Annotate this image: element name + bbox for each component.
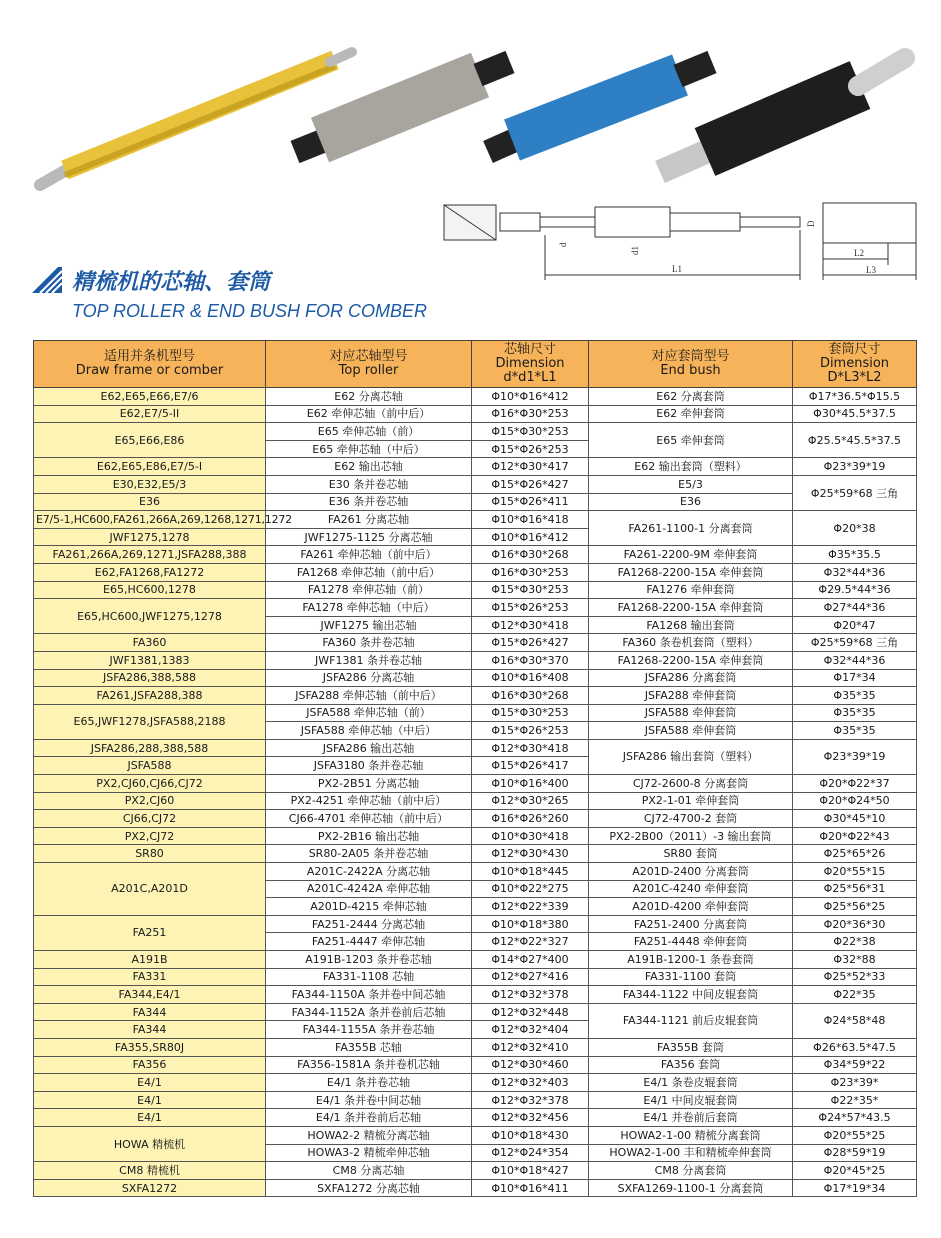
roller-dim-cell: Φ10*Φ16*411 <box>472 1179 589 1197</box>
top-roller-cell: JSFA3180 条并卷芯轴 <box>266 757 472 775</box>
bush-dim-cell: Φ35*35 <box>793 704 917 722</box>
end-bush-cell: FA331-1100 套筒 <box>589 968 793 986</box>
draw-frame-cell: E65,JWF1278,JSFA588,2188 <box>34 704 266 739</box>
roller-dim-cell: Φ12*Φ22*339 <box>472 898 589 916</box>
top-roller-cell: A201C-4242A 牵伸芯轴 <box>266 880 472 898</box>
roller-dim-cell: Φ12*Φ24*354 <box>472 1144 589 1162</box>
roller-dim-cell: Φ16*Φ30*268 <box>472 687 589 705</box>
table-row <box>34 863 917 881</box>
end-bush-cell: JSFA286 分离套筒 <box>589 669 793 687</box>
draw-frame-cell: PX2,CJ72 <box>34 827 266 845</box>
end-bush-cell: PX2-1-01 牵伸套筒 <box>589 792 793 810</box>
top-roller-cell: FA355B 芯轴 <box>266 1038 472 1056</box>
end-bush-cell: E5/3 <box>589 475 793 493</box>
draw-frame-cell: FA251 <box>34 915 266 950</box>
end-bush-cell: E4/1 中间皮辊套筒 <box>589 1091 793 1109</box>
roller-dim-cell: Φ10*Φ16*408 <box>472 669 589 687</box>
table-row <box>34 1074 917 1092</box>
draw-frame-cell: JSFA286,388,588 <box>34 669 266 687</box>
top-roller-cell: PX2-2B51 分离芯轴 <box>266 775 472 793</box>
roller-dim-cell: Φ16*Φ30*253 <box>472 563 589 581</box>
roller-dim-cell: Φ15*Φ26*253 <box>472 722 589 740</box>
end-bush-cell: A201D-4200 牵伸套筒 <box>589 898 793 916</box>
roller-dim-cell: Φ10*Φ18*445 <box>472 863 589 881</box>
draw-frame-cell: FA261,266A,269,1271,JSFA288,388 <box>34 546 266 564</box>
bush-dim-cell: Φ34*59*22 <box>793 1056 917 1074</box>
table-row <box>34 827 917 845</box>
table-row <box>34 634 917 652</box>
end-bush-cell: FA355B 套筒 <box>589 1038 793 1056</box>
top-roller-cell: FA261 分离芯轴 <box>266 511 472 529</box>
roller-dim-cell: Φ16*Φ26*260 <box>472 810 589 828</box>
top-roller-cell: E65 牵伸芯轴（中后） <box>266 440 472 458</box>
title-cn: 精梳机的芯轴、套筒 <box>72 270 271 295</box>
end-bush-cell: FA356 套筒 <box>589 1056 793 1074</box>
table-row <box>34 968 917 986</box>
top-roller-cell: FA251-4447 牵伸芯轴 <box>266 933 472 951</box>
roller-dim-cell: Φ10*Φ16*400 <box>472 775 589 793</box>
label-d1: d1 <box>630 246 640 255</box>
end-bush-cell: FA1268-2200-15A 牵伸套筒 <box>589 563 793 581</box>
table-row <box>34 458 917 476</box>
roller-dim-cell: Φ16*Φ30*268 <box>472 546 589 564</box>
top-roller-cell: JWF1275 输出芯轴 <box>266 616 472 634</box>
end-bush-cell: FA251-2400 分离套筒 <box>589 915 793 933</box>
roller-dim-cell: Φ12*Φ30*417 <box>472 458 589 476</box>
draw-frame-cell: SR80 <box>34 845 266 863</box>
draw-frame-cell: E62,E65,E86,E7/5-I <box>34 458 266 476</box>
end-bush-cell: E62 分离套筒 <box>589 388 793 406</box>
top-roller-cell: FA1278 牵伸芯轴（前） <box>266 581 472 599</box>
roller-dim-cell: Φ12*Φ32*456 <box>472 1109 589 1127</box>
top-roller-cell: FA261 牵伸芯轴（前中后） <box>266 546 472 564</box>
table-row <box>34 475 917 493</box>
top-roller-cell: E4/1 条并卷前后芯轴 <box>266 1109 472 1127</box>
end-bush-cell: FA344-1122 中间皮辊套筒 <box>589 986 793 1004</box>
roller-dim-cell: Φ12*Φ32*404 <box>472 1021 589 1039</box>
top-roller-cell: A201C-2422A 分离芯轴 <box>266 863 472 881</box>
top-roller-cell: CM8 分离芯轴 <box>266 1162 472 1180</box>
bush-dim-cell: Φ24*58*48 <box>793 1003 917 1038</box>
bush-dim-cell: Φ25*65*26 <box>793 845 917 863</box>
bush-dim-cell: Φ32*88 <box>793 951 917 969</box>
draw-frame-cell: JSFA588 <box>34 757 266 775</box>
top-roller-cell: E30 条并卷芯轴 <box>266 475 472 493</box>
top-roller-cell: FA331-1108 芯轴 <box>266 968 472 986</box>
header-roller-dimension: 芯轴尺寸 Dimension d*d1*L1 <box>472 341 589 388</box>
table-row <box>34 1109 917 1127</box>
bush-dim-cell: Φ22*38 <box>793 933 917 951</box>
label-L2: L2 <box>854 248 864 258</box>
bush-dim-cell: Φ25*56*31 <box>793 880 917 898</box>
bush-dim-cell: Φ20*47 <box>793 616 917 634</box>
draw-frame-cell: CJ66,CJ72 <box>34 810 266 828</box>
draw-frame-cell: E65,HC600,1278 <box>34 581 266 599</box>
table-row <box>34 581 917 599</box>
end-bush-cell: JSFA588 牵伸套筒 <box>589 722 793 740</box>
draw-frame-cell: FA356 <box>34 1056 266 1074</box>
end-bush-cell: CJ72-2600-8 分离套筒 <box>589 775 793 793</box>
end-bush-cell: HOWA2-1-00 精梳分离套筒 <box>589 1126 793 1144</box>
bush-dim-cell: Φ20*36*30 <box>793 915 917 933</box>
top-roller-cell: FA344-1155A 条并卷芯轴 <box>266 1021 472 1039</box>
table-row <box>34 1091 917 1109</box>
top-roller-cell: E62 牵伸芯轴（前中后） <box>266 405 472 423</box>
bush-dim-cell: Φ32*44*36 <box>793 563 917 581</box>
end-bush-cell: FA251-4448 牵伸套筒 <box>589 933 793 951</box>
roller-dim-cell: Φ12*Φ32*403 <box>472 1074 589 1092</box>
end-bush-cell: JSFA588 牵伸套筒 <box>589 704 793 722</box>
top-roller-cell: JSFA588 牵伸芯轴（前） <box>266 704 472 722</box>
roller-dim-cell: Φ10*Φ16*418 <box>472 511 589 529</box>
table-row <box>34 423 917 441</box>
product-photos <box>0 0 941 200</box>
bush-dim-cell: Φ20*55*25 <box>793 1126 917 1144</box>
roller-dim-cell: Φ12*Φ30*418 <box>472 739 589 757</box>
table-row <box>34 739 917 757</box>
table-row <box>34 704 917 722</box>
bush-dim-cell: Φ20*Φ22*37 <box>793 775 917 793</box>
draw-frame-cell: E4/1 <box>34 1109 266 1127</box>
draw-frame-cell: E65,HC600,JWF1275,1278 <box>34 599 266 634</box>
roller-dim-cell: Φ14*Φ27*400 <box>472 951 589 969</box>
bush-dim-cell: Φ22*35* <box>793 1091 917 1109</box>
roller-dim-cell: Φ16*Φ30*370 <box>472 651 589 669</box>
label-d: d <box>558 242 568 247</box>
table-row <box>34 563 917 581</box>
bush-dim-cell: Φ20*45*25 <box>793 1162 917 1180</box>
bush-dim-cell: Φ27*44*36 <box>793 599 917 617</box>
table-row <box>34 915 917 933</box>
top-roller-cell: FA344-1152A 条并卷前后芯轴 <box>266 1003 472 1021</box>
draw-frame-cell: FA344 <box>34 1021 266 1039</box>
table-row <box>34 1056 917 1074</box>
roller-dim-cell: Φ10*Φ16*412 <box>472 528 589 546</box>
bush-dim-cell: Φ32*44*36 <box>793 651 917 669</box>
draw-frame-cell: PX2,CJ60 <box>34 792 266 810</box>
end-bush-cell: FA344-1121 前后皮辊套筒 <box>589 1003 793 1038</box>
roller-dim-cell: Φ15*Φ26*253 <box>472 599 589 617</box>
draw-frame-cell: E36 <box>34 493 266 511</box>
end-bush-cell: A191B-1200-1 条卷套筒 <box>589 951 793 969</box>
table-row <box>34 405 917 423</box>
roller-dim-cell: Φ16*Φ30*253 <box>472 405 589 423</box>
roller-dim-cell: Φ15*Φ26*427 <box>472 475 589 493</box>
bush-dim-cell: Φ25*59*68 三角 <box>793 475 917 510</box>
bush-dim-cell: Φ17*19*34 <box>793 1179 917 1197</box>
end-bush-cell: CJ72-4700-2 套筒 <box>589 810 793 828</box>
top-roller-cell: HOWA3-2 精梳牵伸芯轴 <box>266 1144 472 1162</box>
draw-frame-cell: E65,E66,E86 <box>34 423 266 458</box>
bush-dim-cell: Φ25*52*33 <box>793 968 917 986</box>
draw-frame-cell: FA355,SR80J <box>34 1038 266 1056</box>
table-row <box>34 1038 917 1056</box>
top-roller-cell: JSFA286 输出芯轴 <box>266 739 472 757</box>
roller-dim-cell: Φ10*Φ22*275 <box>472 880 589 898</box>
table-row <box>34 687 917 705</box>
label-D: D <box>806 220 816 227</box>
end-bush-cell: E4/1 并卷前后套筒 <box>589 1109 793 1127</box>
bush-dim-cell: Φ20*Φ22*43 <box>793 827 917 845</box>
draw-frame-cell: E62,E65,E66,E7/6 <box>34 388 266 406</box>
top-roller-cell: JWF1381 条并卷芯轴 <box>266 651 472 669</box>
bush-dim-cell: Φ28*59*19 <box>793 1144 917 1162</box>
top-roller-cell: SR80-2A05 条并卷芯轴 <box>266 845 472 863</box>
roller-dim-cell: Φ15*Φ26*411 <box>472 493 589 511</box>
end-bush-cell: FA261-1100-1 分离套筒 <box>589 511 793 546</box>
top-roller-cell: JSFA286 分离芯轴 <box>266 669 472 687</box>
top-roller-cell: JSFA288 牵伸芯轴（前中后） <box>266 687 472 705</box>
table-row <box>34 1162 917 1180</box>
table-row <box>34 1179 917 1197</box>
roller-dim-cell: Φ12*Φ30*265 <box>472 792 589 810</box>
draw-frame-cell: FA261,JSFA288,388 <box>34 687 266 705</box>
bush-dim-cell: Φ30*45.5*37.5 <box>793 405 917 423</box>
bush-dim-cell: Φ30*45*10 <box>793 810 917 828</box>
table-row <box>34 792 917 810</box>
table-row <box>34 388 917 406</box>
top-roller-cell: FA251-2444 分离芯轴 <box>266 915 472 933</box>
bush-dim-cell: Φ24*57*43.5 <box>793 1109 917 1127</box>
end-bush-cell: PX2-2B00（2011）-3 输出套筒 <box>589 827 793 845</box>
draw-frame-cell: E7/5-1,HC600,FA261,266A,269,1268,1271,1272 <box>34 511 266 529</box>
table-row <box>34 511 917 529</box>
end-bush-cell: FA1268 输出套筒 <box>589 616 793 634</box>
header-bush-dimension: 套筒尺寸 Dimension D*L3*L2 <box>793 341 917 388</box>
top-roller-cell: PX2-2B16 输出芯轴 <box>266 827 472 845</box>
top-roller-cell: A191B-1203 条并卷芯轴 <box>266 951 472 969</box>
top-roller-cell: SXFA1272 分离芯轴 <box>266 1179 472 1197</box>
roller-dim-cell: Φ12*Φ22*327 <box>472 933 589 951</box>
end-bush-cell: SR80 套筒 <box>589 845 793 863</box>
end-bush-cell: JSFA286 输出套筒（塑料） <box>589 739 793 774</box>
end-bush-cell: FA1276 牵伸套筒 <box>589 581 793 599</box>
draw-frame-cell: A201C,A201D <box>34 863 266 916</box>
draw-frame-cell: CM8 精梳机 <box>34 1162 266 1180</box>
end-bush-cell: FA360 条卷机套筒（塑料） <box>589 634 793 652</box>
top-roller-cell: FA1278 牵伸芯轴（中后） <box>266 599 472 617</box>
end-bush-cell: E4/1 条卷皮辊套筒 <box>589 1074 793 1092</box>
header-draw-frame: 适用并条机型号 Draw frame or comber <box>34 341 266 388</box>
end-bush-cell: CM8 分离套筒 <box>589 1162 793 1180</box>
roller-dim-cell: Φ15*Φ30*253 <box>472 581 589 599</box>
top-roller-cell: E62 分离芯轴 <box>266 388 472 406</box>
roller-dim-cell: Φ12*Φ32*448 <box>472 1003 589 1021</box>
roller-dim-cell: Φ15*Φ26*417 <box>472 757 589 775</box>
top-roller-cell: FA360 条并卷芯轴 <box>266 634 472 652</box>
top-roller-cell: E4/1 条并卷芯轴 <box>266 1074 472 1092</box>
draw-frame-cell: E62,FA1268,FA1272 <box>34 563 266 581</box>
draw-frame-cell: JWF1381,1383 <box>34 651 266 669</box>
top-roller-cell: FA356-1581A 条并卷机芯轴 <box>266 1056 472 1074</box>
roller-dim-cell: Φ12*Φ30*460 <box>472 1056 589 1074</box>
top-roller-cell: A201D-4215 牵伸芯轴 <box>266 898 472 916</box>
label-L3: L3 <box>866 265 876 275</box>
bush-dim-cell: Φ17*36.5*Φ15.5 <box>793 388 917 406</box>
bush-dim-cell: Φ29.5*44*36 <box>793 581 917 599</box>
bush-dim-cell: Φ25*59*68 三角 <box>793 634 917 652</box>
blue-roller-image <box>488 62 712 152</box>
table-row <box>34 599 917 617</box>
end-bush-cell: HOWA2-1-00 丰和精梳牵伸套筒 <box>589 1144 793 1162</box>
bush-dim-cell: Φ17*34 <box>793 669 917 687</box>
roller-dim-cell: Φ15*Φ26*427 <box>472 634 589 652</box>
roller-dim-cell: Φ10*Φ18*427 <box>472 1162 589 1180</box>
table-row <box>34 651 917 669</box>
table-header-row <box>34 341 917 388</box>
end-bush-cell: A201D-2400 分离套筒 <box>589 863 793 881</box>
table-row <box>34 669 917 687</box>
table-row <box>34 810 917 828</box>
end-bush-cell: JSFA288 牵伸套筒 <box>589 687 793 705</box>
end-bush-cell: FA1268-2200-15A 牵伸套筒 <box>589 599 793 617</box>
table-row <box>34 775 917 793</box>
end-bush-cell: SXFA1269-1100-1 分离套筒 <box>589 1179 793 1197</box>
yellow-roller-image <box>40 52 352 185</box>
end-bush-cell: E62 输出套筒（塑料） <box>589 458 793 476</box>
technical-drawing <box>440 195 920 285</box>
roller-dim-cell: Φ12*Φ32*378 <box>472 986 589 1004</box>
roller-dim-cell: Φ12*Φ30*418 <box>472 616 589 634</box>
top-roller-cell: E36 条并卷芯轴 <box>266 493 472 511</box>
table-row <box>34 1126 917 1144</box>
table-row <box>34 546 917 564</box>
roller-dim-cell: Φ10*Φ18*380 <box>472 915 589 933</box>
table-row <box>34 845 917 863</box>
draw-frame-cell: E62,E7/5-II <box>34 405 266 423</box>
top-roller-cell: E4/1 条并卷中间芯轴 <box>266 1091 472 1109</box>
top-roller-cell: FA344-1150A 条并卷中间芯轴 <box>266 986 472 1004</box>
roller-dim-cell: Φ12*Φ27*416 <box>472 968 589 986</box>
end-bush-cell: A201C-4240 牵伸套筒 <box>589 880 793 898</box>
stripe-logo-icon <box>32 267 62 293</box>
header-top-roller: 对应芯轴型号 Top roller <box>266 341 472 388</box>
bush-dim-cell: Φ26*63.5*47.5 <box>793 1038 917 1056</box>
draw-frame-cell: FA344,E4/1 <box>34 986 266 1004</box>
roller-dim-cell: Φ15*Φ26*253 <box>472 440 589 458</box>
roller-dim-cell: Φ12*Φ32*378 <box>472 1091 589 1109</box>
bush-dim-cell: Φ35*35 <box>793 687 917 705</box>
draw-frame-cell: E4/1 <box>34 1091 266 1109</box>
end-bush-cell: FA261-2200-9M 牵伸套筒 <box>589 546 793 564</box>
table-row <box>34 1003 917 1021</box>
draw-frame-cell: PX2,CJ60,CJ66,CJ72 <box>34 775 266 793</box>
table-row <box>34 986 917 1004</box>
top-roller-cell: HOWA2-2 精梳分离芯轴 <box>266 1126 472 1144</box>
roller-dim-cell: Φ10*Φ16*412 <box>472 388 589 406</box>
top-roller-cell: PX2-4251 牵伸芯轴（前中后） <box>266 792 472 810</box>
top-roller-cell: E65 牵伸芯轴（前） <box>266 423 472 441</box>
draw-frame-cell: A191B <box>34 951 266 969</box>
spec-table <box>33 340 917 1197</box>
bush-dim-cell: Φ35*35 <box>793 722 917 740</box>
end-bush-cell: FA1268-2200-15A 牵伸套筒 <box>589 651 793 669</box>
draw-frame-cell: JWF1275,1278 <box>34 528 266 546</box>
top-roller-cell: JWF1275-1125 分离芯轴 <box>266 528 472 546</box>
bush-dim-cell: Φ23*39* <box>793 1074 917 1092</box>
end-bush-cell: E62 牵伸套筒 <box>589 405 793 423</box>
title-en: TOP ROLLER & END BUSH FOR COMBER <box>72 301 428 321</box>
header-end-bush: 对应套筒型号 End bush <box>589 341 793 388</box>
draw-frame-cell: FA344 <box>34 1003 266 1021</box>
draw-frame-cell: SXFA1272 <box>34 1179 266 1197</box>
roller-dim-cell: Φ15*Φ30*253 <box>472 423 589 441</box>
draw-frame-cell: E30,E32,E5/3 <box>34 475 266 493</box>
draw-frame-cell: E4/1 <box>34 1074 266 1092</box>
bush-dim-cell: Φ35*35.5 <box>793 546 917 564</box>
top-roller-cell: E62 输出芯轴 <box>266 458 472 476</box>
end-bush-cell: E65 牵伸套筒 <box>589 423 793 458</box>
roller-dim-cell: Φ12*Φ30*430 <box>472 845 589 863</box>
label-L1: L1 <box>672 264 682 274</box>
roller-dim-cell: Φ10*Φ30*418 <box>472 827 589 845</box>
top-roller-cell: FA1268 牵伸芯轴（前中后） <box>266 563 472 581</box>
bush-dim-cell: Φ25.5*45.5*37.5 <box>793 423 917 458</box>
draw-frame-cell: HOWA 精梳机 <box>34 1126 266 1161</box>
bush-dim-cell: Φ22*35 <box>793 986 917 1004</box>
end-bush-cell: E36 <box>589 493 793 511</box>
bush-dim-cell: Φ20*Φ24*50 <box>793 792 917 810</box>
top-roller-cell: CJ66-4701 牵伸芯轴（前中后） <box>266 810 472 828</box>
draw-frame-cell: FA331 <box>34 968 266 986</box>
bush-dim-cell: Φ20*55*15 <box>793 863 917 881</box>
roller-dim-cell: Φ15*Φ30*253 <box>472 704 589 722</box>
grey-roller-image <box>295 62 510 152</box>
table-row <box>34 951 917 969</box>
bush-dim-cell: Φ20*38 <box>793 511 917 546</box>
table-row <box>34 493 917 511</box>
bush-dim-cell: Φ23*39*19 <box>793 458 917 476</box>
draw-frame-cell: JSFA286,288,388,588 <box>34 739 266 757</box>
roller-dim-cell: Φ12*Φ32*410 <box>472 1038 589 1056</box>
draw-frame-cell: FA360 <box>34 634 266 652</box>
top-roller-cell: JSFA588 牵伸芯轴（中后） <box>266 722 472 740</box>
bush-dim-cell: Φ25*56*25 <box>793 898 917 916</box>
bush-dim-cell: Φ23*39*19 <box>793 739 917 774</box>
roller-dim-cell: Φ10*Φ18*430 <box>472 1126 589 1144</box>
